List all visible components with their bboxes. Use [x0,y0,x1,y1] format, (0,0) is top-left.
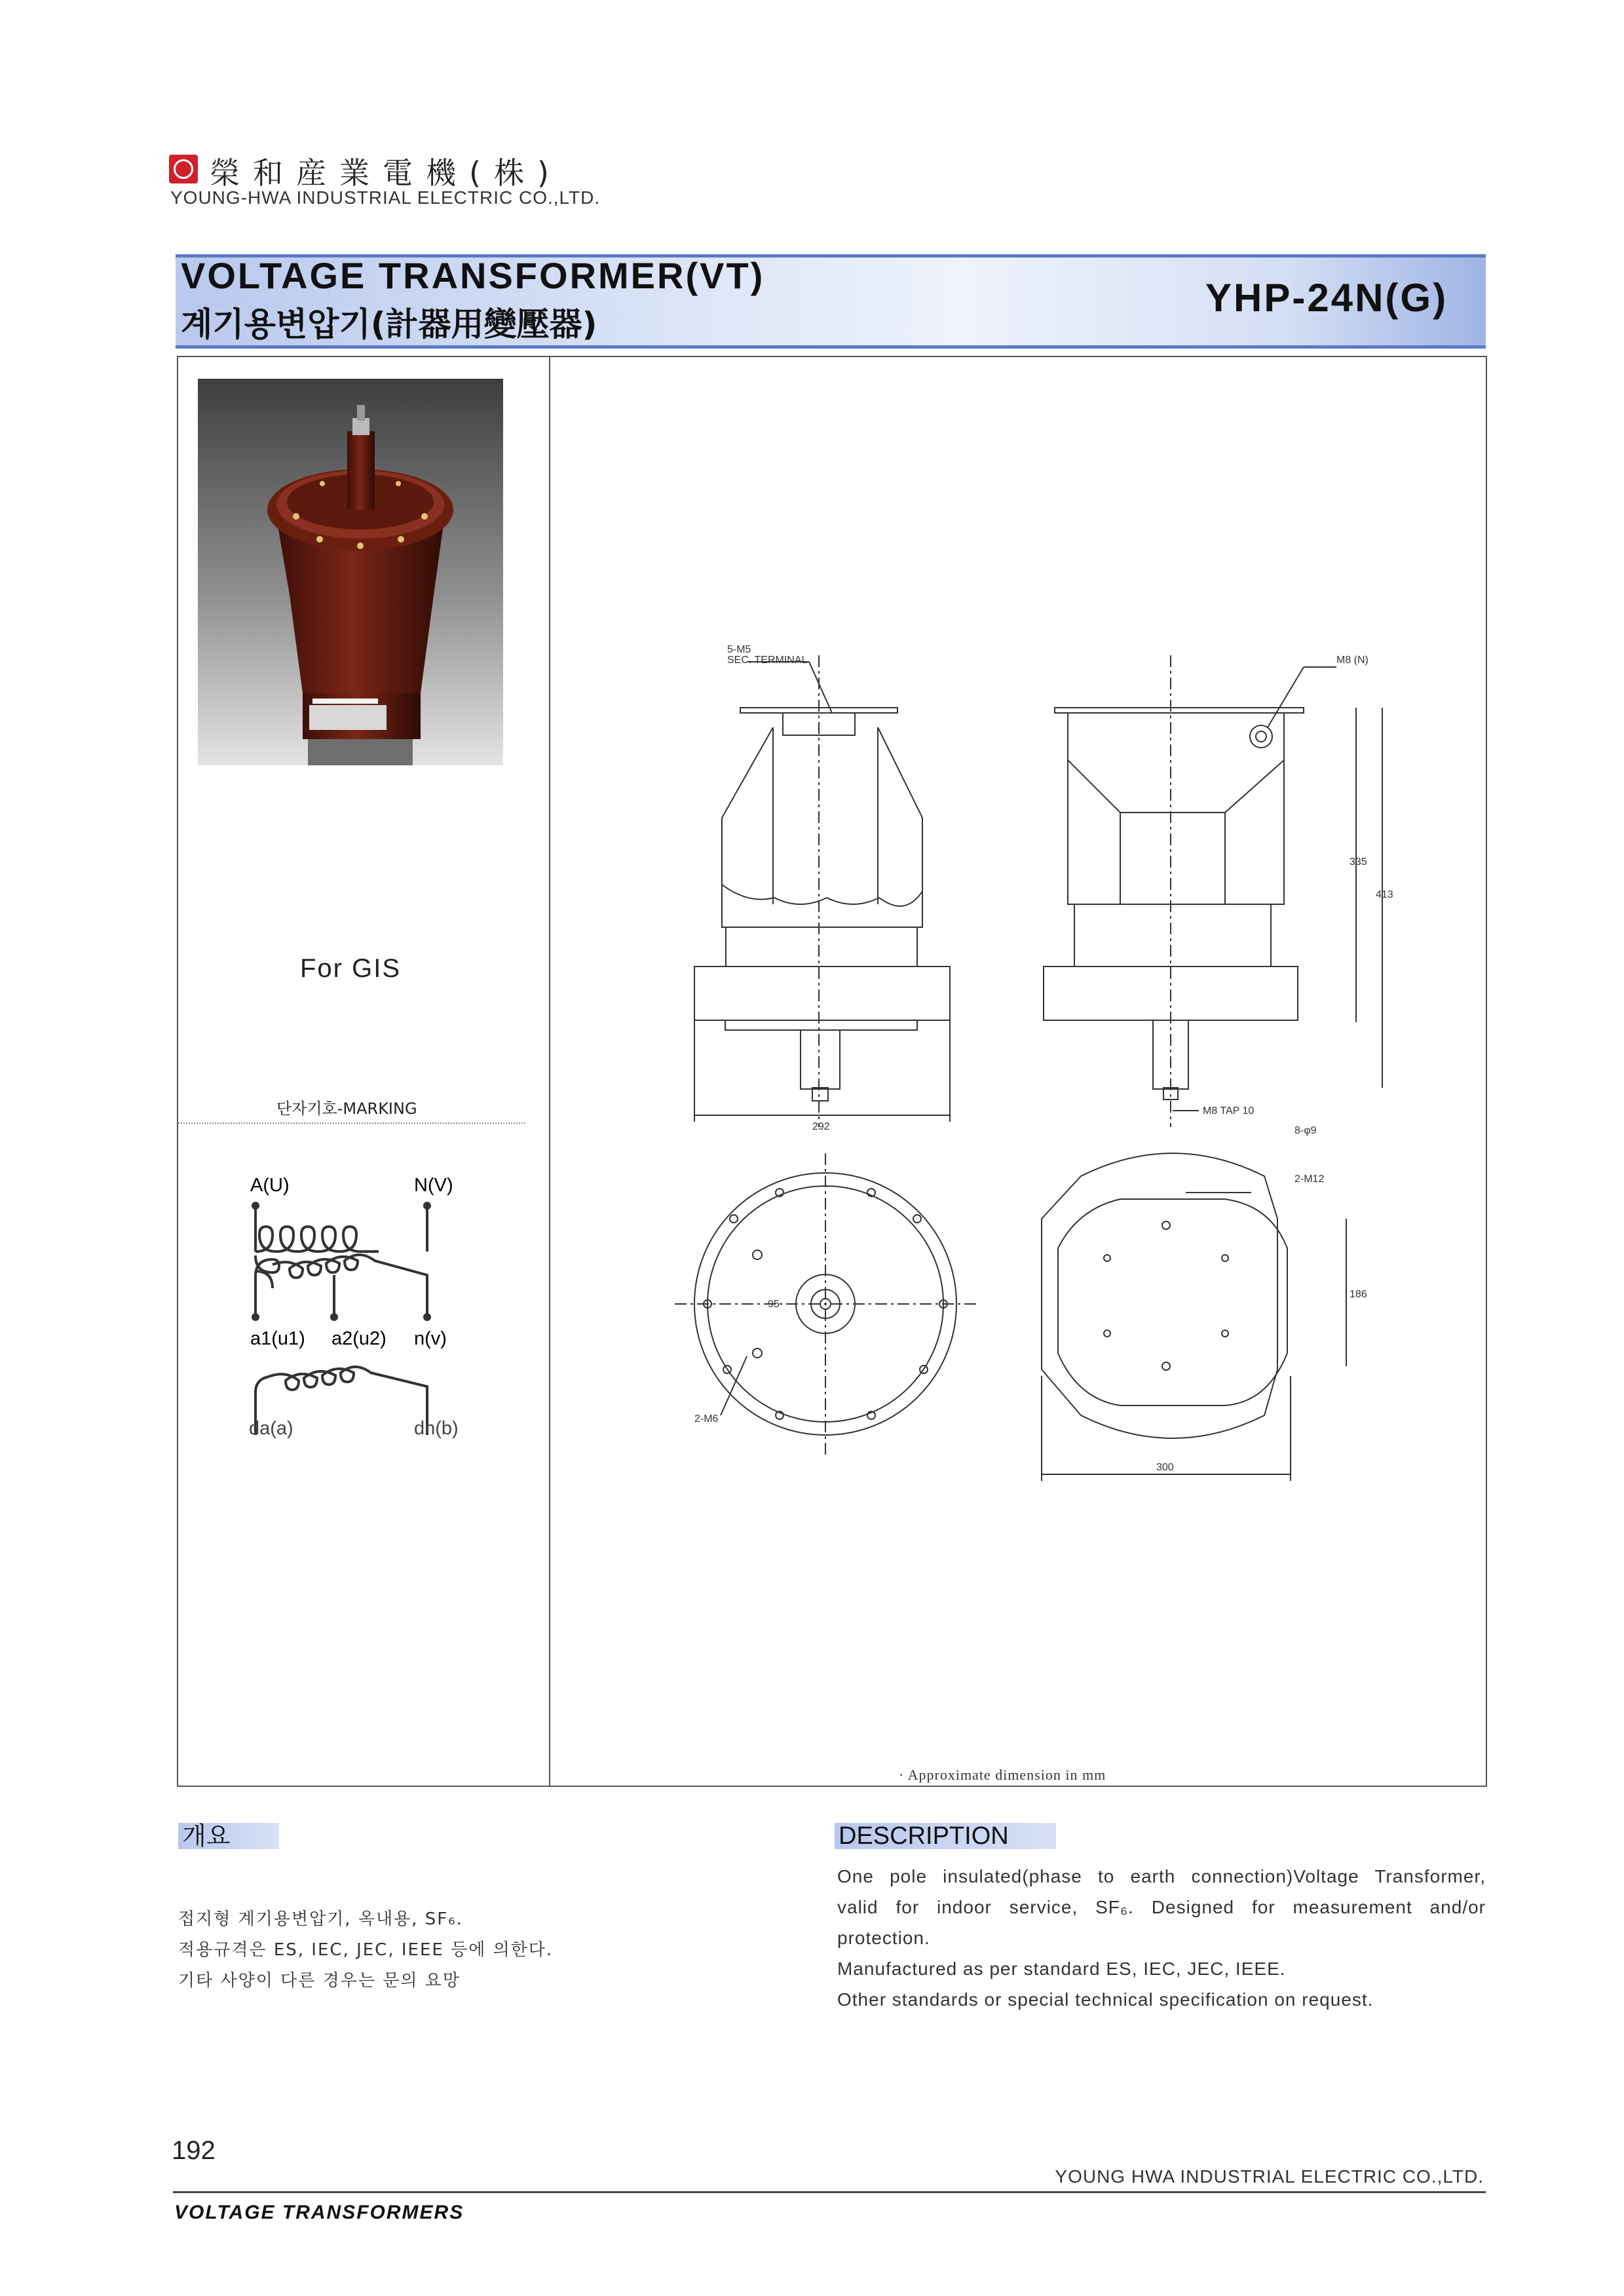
terminal-label-n: n(v) [414,1328,447,1349]
label-m8n: M8 (N) [1336,655,1369,666]
overview-line: 기타 사양이 다른 경우는 문의 요망 [178,1971,461,1991]
product-photo [198,379,503,765]
label-m6: 2-M6 [694,1413,719,1425]
terminal-label-a1: a1(u1) [250,1328,305,1349]
photo-caption: For GIS [300,954,402,983]
divider [178,1122,525,1124]
company-name-korean: 榮和産業電機(株) [210,155,562,191]
overview-heading: 개요 [178,1823,279,1849]
terminal-label-da: da(a) [249,1418,293,1439]
company-name-english: YOUNG-HWA INDUSTRIAL ELECTRIC CO.,LTD. [170,187,601,208]
marking-title: 단자기호-MARKING [276,1100,417,1118]
footer-divider [173,2191,1486,2193]
overview-line: 접지형 계기용변압기, 옥내용, SF₆. [178,1909,463,1929]
label-m8-tap: M8 TAP 10 [1203,1105,1255,1117]
terminal-label-nv: N(V) [414,1175,453,1196]
label-dim-335: 335 [1350,856,1367,868]
label-dim-292: 292 [812,1121,830,1132]
description-line: Manufactured as per standard ES, IEC, JEC, IEEE. [837,1959,1286,1979]
label-sec-terminal: SEC. TERMINAL [727,655,808,666]
description-line: valid for indoor service, SF₆. Designed for measurement and/or [837,1897,1486,1917]
label-dim-413: 413 [1376,889,1393,900]
description-heading: DESCRIPTION [835,1823,1056,1849]
dimension-note: · Approximate dimension in mm [899,1767,1106,1783]
terminal-marking-diagram [236,1160,511,1435]
dimension-drawing [649,629,1408,1520]
description-line: protection. [837,1928,930,1948]
page-title: VOLTAGE TRANSFORMER(VT) [181,255,765,296]
company-logo-icon [169,155,198,183]
label-terminal-count: 5-M5 [727,644,751,655]
footer-section-title: VOLTAGE TRANSFORMERS [174,2202,464,2223]
label-dim-186: 186 [1350,1289,1367,1300]
frame-divider [549,356,550,1787]
page-number: 192 [172,2136,216,2165]
page-subtitle-korean: 계기용변압기(計器用變壓器) [181,305,597,343]
terminal-label-a2: a2(u2) [331,1328,387,1349]
label-dim-300: 300 [1156,1462,1174,1473]
label-dim-95: 95 [768,1299,780,1310]
model-number: YHP-24N(G) [1205,276,1448,320]
footer-company: YOUNG HWA INDUSTRIAL ELECTRIC CO.,LTD. [1055,2166,1484,2187]
label-m12: 2-M12 [1294,1174,1325,1185]
description-line: Other standards or special technical specification on request. [837,1989,1374,2010]
terminal-label-dn: dn(b) [414,1418,459,1439]
description-line: One pole insulated(phase to earth connection)Voltage Transformer, [837,1866,1486,1886]
label-holes: 8-φ9 [1294,1125,1317,1136]
overview-line: 적용규격은 ES, IEC, JEC, IEEE 등에 의한다. [178,1940,554,1960]
terminal-label-au: A(U) [250,1175,290,1196]
